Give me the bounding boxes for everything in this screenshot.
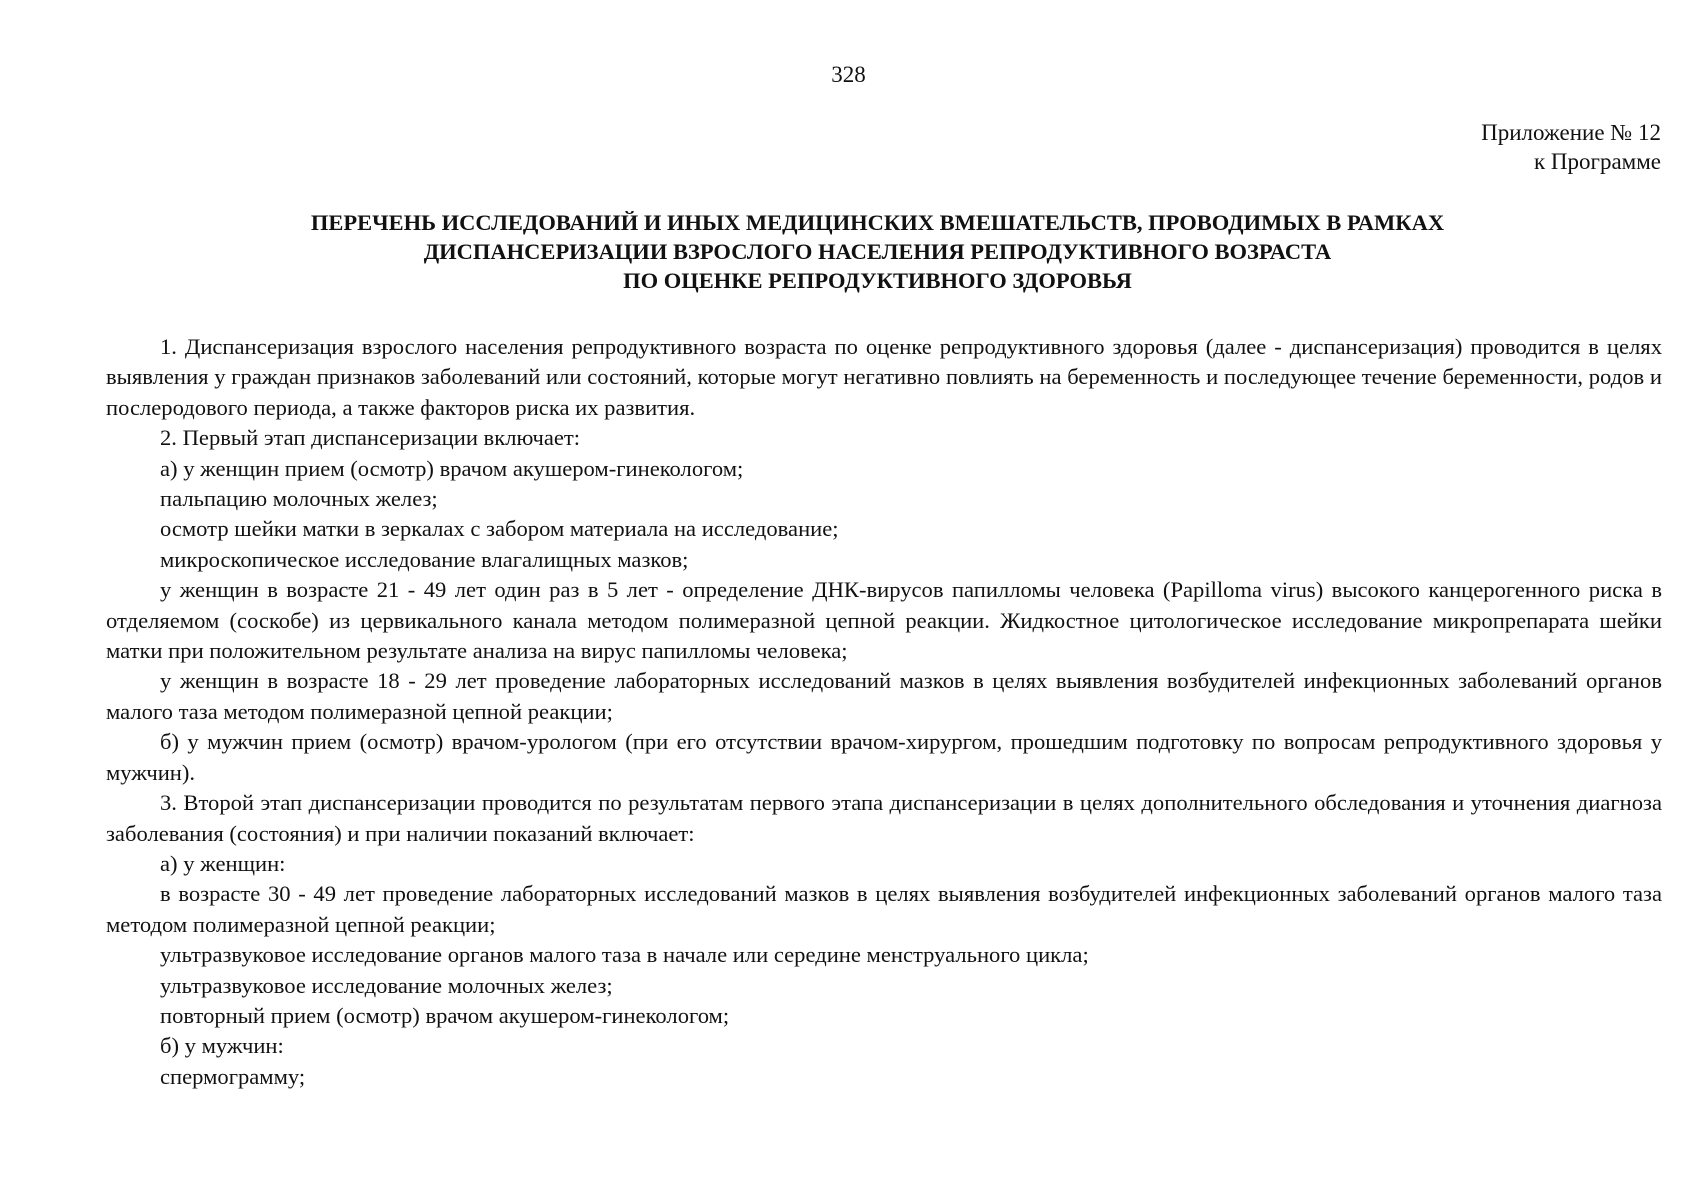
paragraph: ультразвуковое исследование молочных желез; [160,972,613,998]
paragraph: ультразвуковое исследование органов малого таза в начале или середине менструального цикла; [160,942,1089,968]
document-body [106,332,1662,1092]
paragraph: у женщин в возрасте 21 - 49 лет один раз в 5 лет - определение ДНК-вирусов папилломы человека (Papilloma virus) высокого канцерогенного риска в отделяемом (соскобе) из цервикального канала методом полимеразной цепной реакции. Жидкостное цитологическое исследование микропрепарата шейки матки при положительном результате анализа на вирус папилломы человека; [106,577,1662,664]
paragraph: 3. Второй этап диспансеризации проводится по результатам первого этапа диспансеризации в целях дополнительного обследования и уточнения диагноза заболевания (состояния) и при наличии показаний включает: [106,790,1662,846]
appendix-line: к Программе [1534,149,1661,174]
paragraph: 1. Диспансеризация взрослого населения репродуктивного возраста по оценке репродуктивного здоровья (далее - диспансеризация) проводится в целях выявления у граждан признаков заболеваний или состояний, которые могут негативно повлиять на беременность и последующее течение беременности, родов и послеродового периода, а также факторов риска их развития. [106,334,1662,420]
page-number: 328 [831,62,866,87]
paragraph: 2. Первый этап диспансеризации включает: [160,425,581,451]
document-title [60,208,1695,295]
appendix-line: Приложение № 12 [1481,120,1661,145]
title-line: ДИСПАНСЕРИЗАЦИИ ВЗРОСЛОГО НАСЕЛЕНИЯ РЕПРОДУКТИВНОГО ВОЗРАСТА [423,239,1332,264]
paragraph: а) у женщин прием (осмотр) врачом акушером-гинекологом; [160,455,744,481]
paragraph: повторный прием (осмотр) врачом акушером-гинекологом; [160,1002,730,1028]
title-line: ПО ОЦЕНКЕ РЕПРОДУКТИВНОГО ЗДОРОВЬЯ [623,268,1132,293]
paragraph: осмотр шейки матки в зеркалах с забором материала на исследование; [160,516,839,542]
paragraph: пальпацию молочных желез; [160,486,438,512]
paragraph: в возрасте 30 - 49 лет проведение лабораторных исследований мазков в целях выявления возбудителей инфекционных заболеваний органов малого таза методом полимеразной цепной реакции; [106,881,1662,937]
paragraph: спермограмму; [160,1063,306,1089]
appendix-note [1481,118,1661,176]
paragraph: б) у мужчин прием (осмотр) врачом-урологом (при его отсутствии врачом-хирургом, прошедшим подготовку по вопросам репродуктивного здоровья у мужчин). [106,729,1662,785]
title-line: ПЕРЕЧЕНЬ ИССЛЕДОВАНИЙ И ИНЫХ МЕДИЦИНСКИХ ВМЕШАТЕЛЬСТВ, ПРОВОДИМЫХ В РАМКАХ [310,210,1445,235]
paragraph: а) у женщин: [160,850,286,876]
paragraph: у женщин в возрасте 18 - 29 лет проведение лабораторных исследований мазков в целях выявления возбудителей инфекционных заболеваний органов малого таза методом полимеразной цепной реакции; [106,668,1662,724]
paragraph: микроскопическое исследование влагалищных мазков; [160,546,689,572]
paragraph: б) у мужчин: [160,1033,284,1059]
